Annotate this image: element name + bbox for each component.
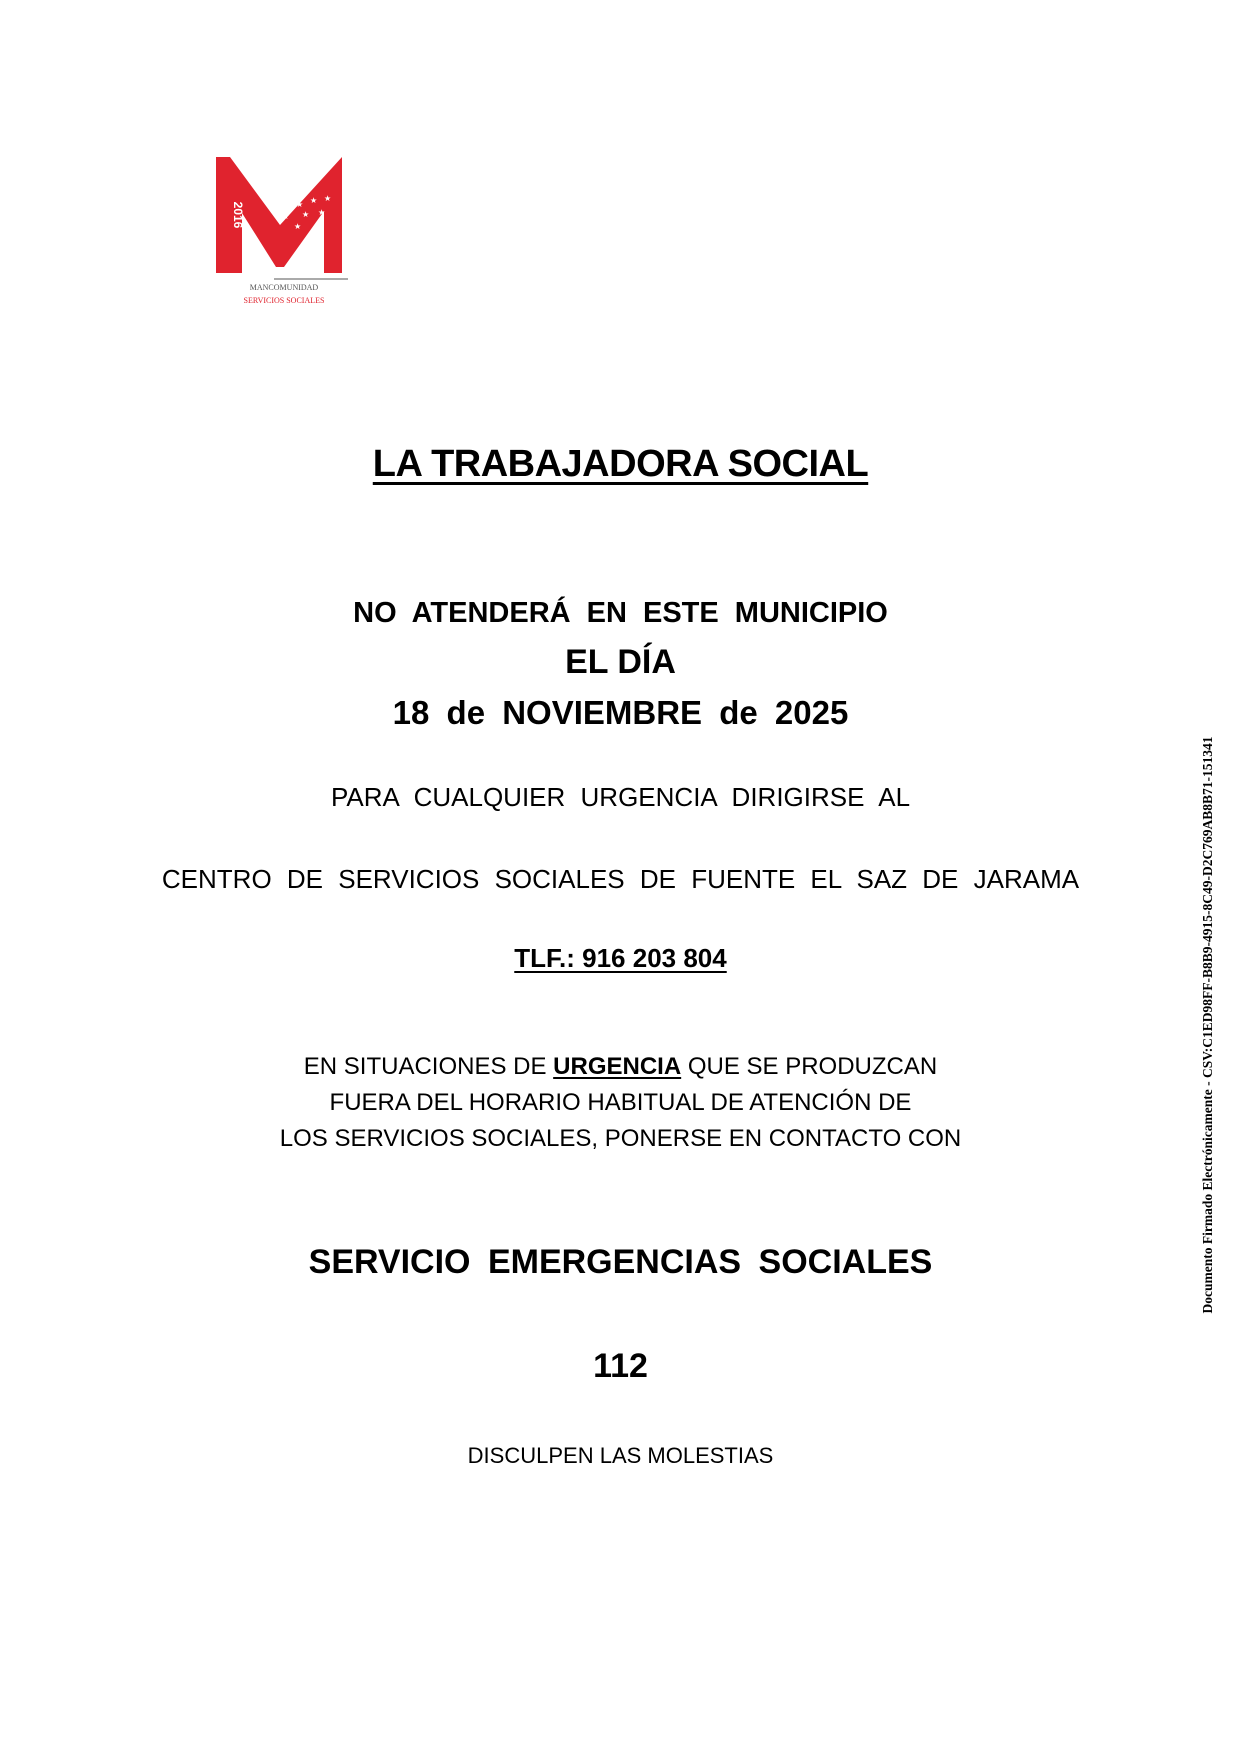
notice-line-no-atendera: NO ATENDERÁ EN ESTE MUNICIPIO [353,597,888,629]
emergency-service-number: 112 [593,1347,648,1385]
mancomunidad-logo [214,155,354,315]
logo-star: ★ [310,196,318,205]
situation-line-1 [0,1053,1241,1081]
logo-star: ★ [302,210,310,219]
notice-line-el-dia: EL DÍA [565,643,676,681]
logo-star: ★ [282,212,290,221]
notice-date: 18 de NOVIEMBRE de 2025 [392,694,849,731]
signature-margin [1198,715,1218,1335]
situation-emphasis: URGENCIA [553,1053,682,1080]
notice-title: LA TRABAJADORA SOCIAL [372,443,869,485]
logo-star: ★ [294,222,302,231]
apology-text: DISCULPEN LAS MOLESTIAS [467,1443,774,1468]
logo-star: ★ [296,200,304,209]
phone-number: TLF.: 916 203 804 [514,943,727,973]
emergency-service-name: SERVICIO EMERGENCIAS SOCIALES [308,1243,933,1281]
social-services-center: CENTRO DE SERVICIOS SOCIALES DE FUENTE EL SAZ DE JARAMA [161,864,1080,894]
situation-line-3: LOS SERVICIOS SOCIALES, PONERSE EN CONTACTO CON [279,1125,962,1152]
electronic-signature-text: Documento Firmado Electrónicamente - CSV:C1ED98FF-B8B9-4915-8C49-D2C769AB8B71-151341 [1200,736,1215,1314]
situation-prefix: EN SITUACIONES DE [303,1053,554,1080]
logo-year: 2016 [231,201,245,229]
situation-suffix: QUE SE PRODUZCAN [681,1053,938,1080]
urgency-intro: PARA CUALQUIER URGENCIA DIRIGIRSE AL [330,782,911,812]
situation-line-2: FUERA DEL HORARIO HABITUAL DE ATENCIÓN DE [329,1089,912,1116]
logo-star: ★ [318,208,326,217]
logo-caption-line1: MANCOMUNIDAD [249,283,319,292]
logo-star: ★ [324,194,332,203]
logo-caption-line2: SERVICIOS SOCIALES [243,296,325,305]
